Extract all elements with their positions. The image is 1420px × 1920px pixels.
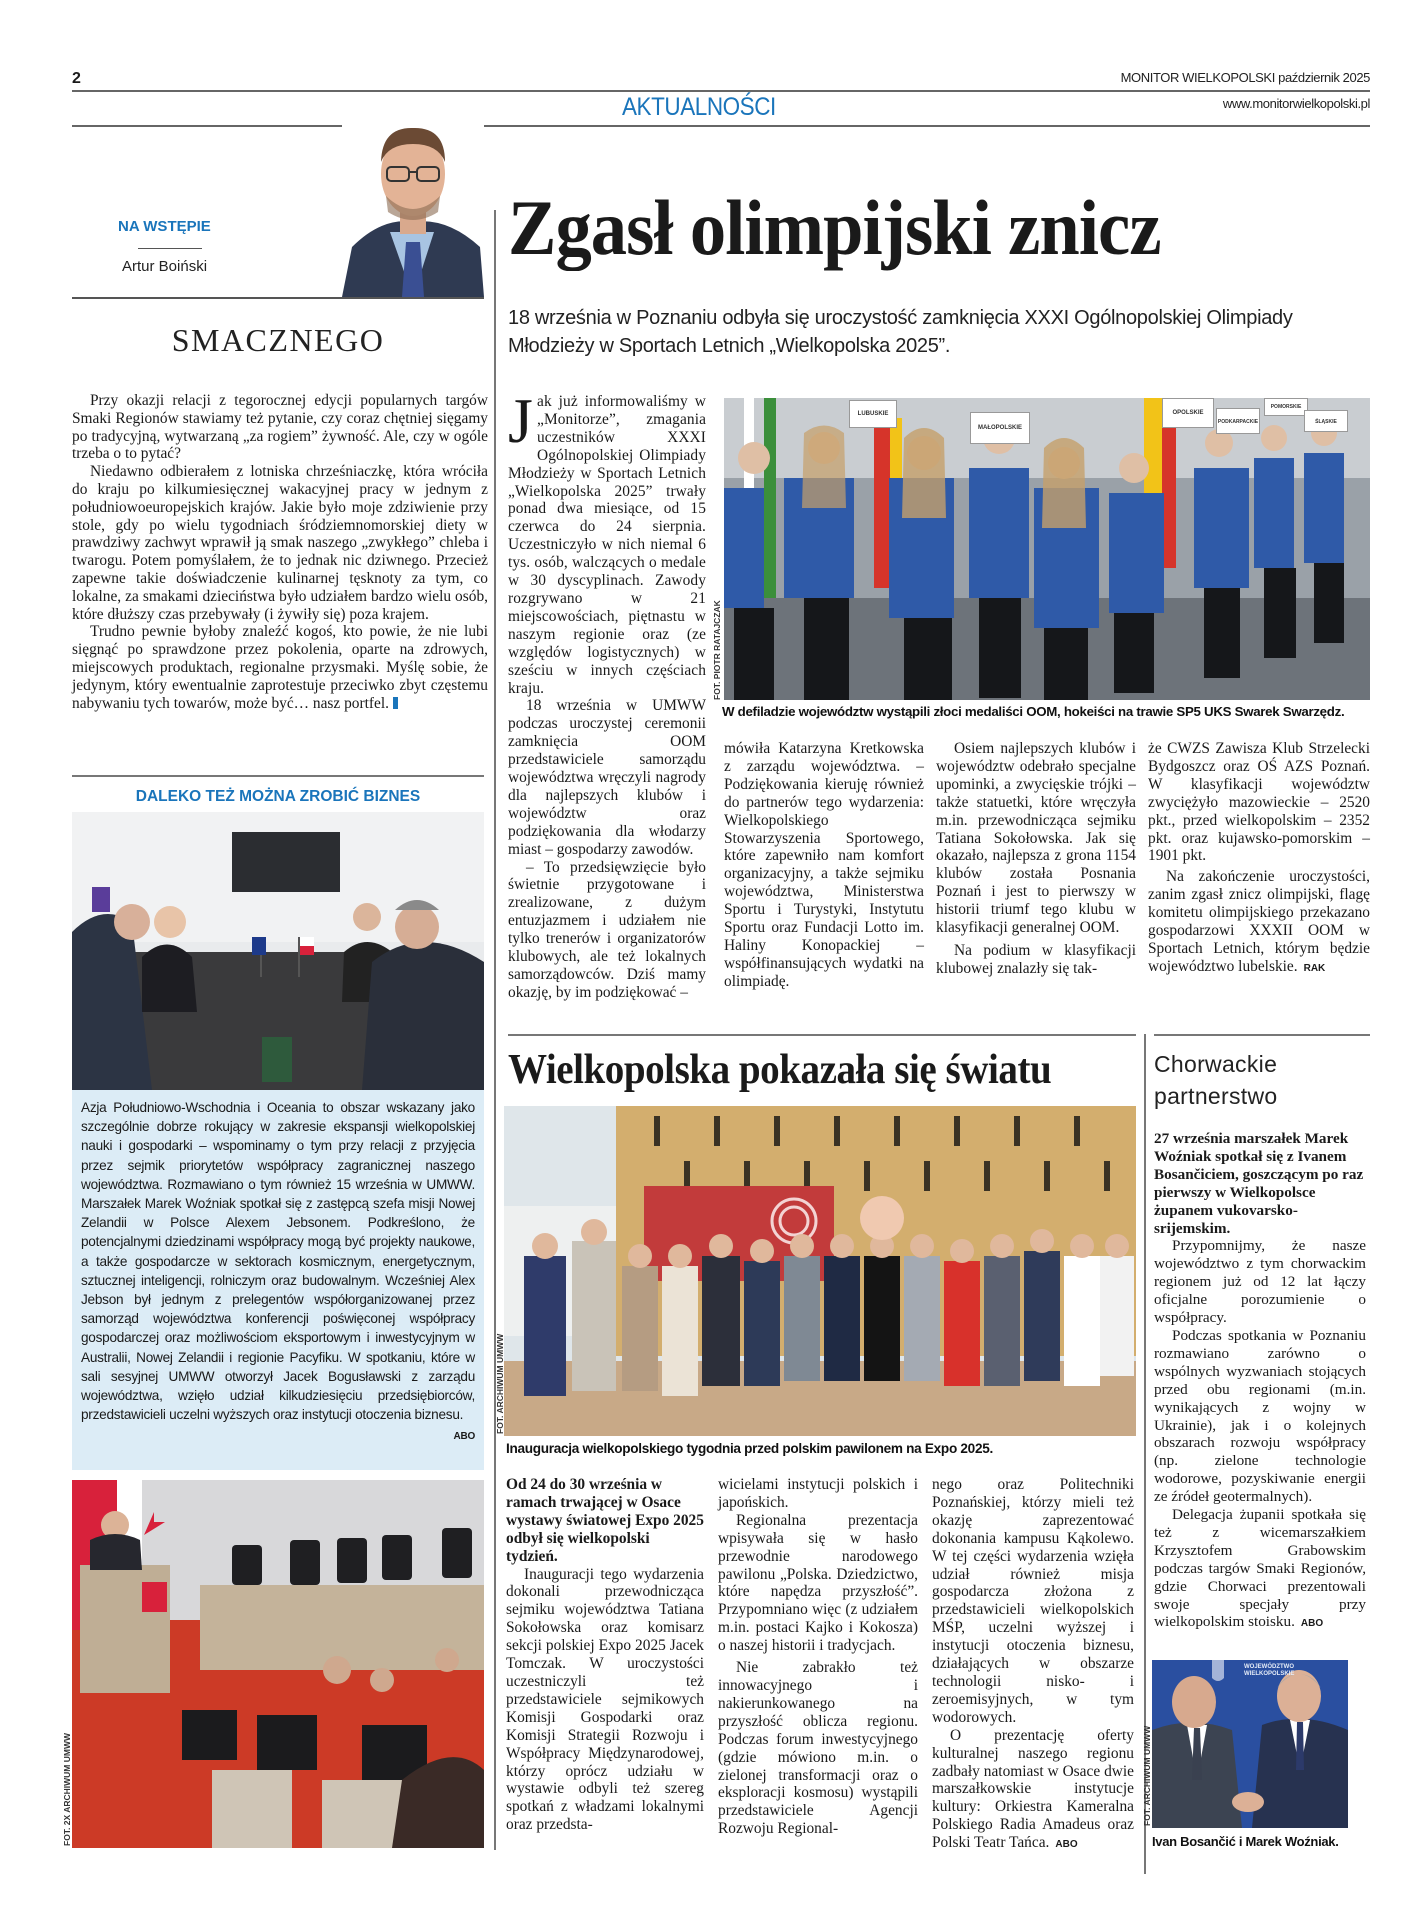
- olympics-lead: 18 września w Poznaniu odbyła się uroczystość zamknięcia XXXI Ogólnopolskiej Olimpiady Młodzieży w Sportach Letnich „Wielkopolska 2025”.: [508, 307, 1293, 357]
- business-meeting-photo: [72, 812, 484, 1090]
- croatia-top-rule: [1154, 1034, 1370, 1036]
- page-number: 2: [72, 70, 81, 87]
- croatia-photo-credit: FOT. ARCHIWUM UMWW: [1142, 1725, 1152, 1826]
- business-top-rule: [72, 775, 484, 777]
- parade-sign: PODKARPACKIE: [1216, 408, 1260, 434]
- croatia-body: [1154, 1130, 1366, 1633]
- expo-lead: Od 24 do 30 września w ramach trwającej w Osace wystawy światowej Expo 2025 odbył się wielkopolski tydzień.: [506, 1476, 704, 1565]
- column-body: [72, 392, 488, 712]
- croatia-caption: Ivan Bosančić i Marek Woźniak.: [1152, 1834, 1339, 1849]
- olympics-column-4: [1148, 740, 1370, 978]
- croatia-lead: 27 września marszałek Marek Woźniak spotkał się z Ivanem Bosančiciem, goszczącym po raz pierwszy w Wielkopolsce żupanem vukovarsko-srijemskim.: [1154, 1130, 1364, 1237]
- olympics-paragraph: Osiem najlepszych klubów i województw odebrało specjalne upominki, a zwycięskie trójki – także statuetki, które wręczyła m.in. przewodnicząca sejmiku Tatiana Sokołowska. Jak się okazało, najlepsza z grona 1154 klubów została Posnania Poznań i jest to pierwszy w historii triumf tego klubu w klasyfikacji generalnej OOM.: [936, 740, 1136, 937]
- olympics-paragraph-text: ak już informowaliśmy w „Monitorze”, zmagania uczestników XXXI Ogólnopolskiej Olimpiady Młodzieży w Sportach Letnich „Wielkopolska 2025” trwały ponad dwa miesiące, od 15 czerwca do 24 sierpnia. Uczestniczyło w nich niemal 6 tys. osób, walczących o medale w 30 dyscyplinach. Zawody rozgrywano w 21 miejscowościach, piętnastu w naszym regionie oraz (ze względów logistycznych) w sześciu w innych częściach kraju.: [508, 393, 706, 697]
- olympics-paragraph: mówiła Katarzyna Kretkowska z zarządu województwa. – Podziękowania kieruję również do partnerów tego wydarzenia: Wielkopolskiego Stowarzyszenia Sportowego, które zapewniło nam komfort organizacyjny, a także sejmiku województwa, Ministerstwa Sportu i Turystyki, Instytutu Sportu oraz Fundacji Lotto im. Haliny Konopackiej – współfinansujących wydatki na olimpiadę.: [724, 740, 924, 990]
- column-paragraph-text: Trudno pewnie byłoby znaleźć kogoś, kto powie, że nie lubi sięgnąć po sprawdzone przez pokolenia, oparte na zdrowych, miejscowych produktach, regionalne przysmaki. Myślę sobie, że jedynym, który ewentualnie zaprotestuje przeciwko zbyt częstemu nabywaniu tych towarów, może być… nasz portfel.: [72, 623, 488, 712]
- column-label: NA WSTĘPIE: [118, 218, 211, 235]
- olympics-paragraph: 18 września w UMWW podczas uroczystej ceremonii zamknięcia OOM przedstawiciele samorządu województwa wręczyli nagrody dla najlepszych klubów i województw oraz podziękowania dla włodarzy miast – gospodarzy zawodów.: [508, 697, 706, 858]
- column-author: Artur Boiński: [122, 258, 208, 275]
- expo-signature: ABO: [1055, 1839, 1078, 1851]
- olympics-paragraph: że CWZS Zawisza Klub Strzelecki Bydgoszcz oraz OŚ AZS Poznań. W klasyfikacji województw zwyciężyło mazowieckie – 2520 pkt., przed wielkopolskim – 2352 pkt. oraz kujawsko-pomorskim – 1901 pkt.: [1148, 740, 1370, 865]
- header-rule: [72, 90, 1370, 92]
- expo-paragraph-text: O prezentację oferty kulturalnej naszego regionu zadbały natomiast w Osace dwie marszałkowskie instytucje kultury: Orkiestra Kameralna Polskiego Radia Amadeus oraz Polski Teatr Tańca.: [932, 1726, 1134, 1852]
- olympics-paragraph: [1148, 868, 1370, 977]
- croatia-handshake-photo: [1152, 1660, 1348, 1828]
- expo-column-1: [506, 1476, 704, 1834]
- section-rule-left: [72, 125, 368, 127]
- croatia-headline-line: Chorwackie: [1154, 1051, 1278, 1077]
- olympics-paragraph: Na podium w klasyfikacji klubowej znalazły się tak-: [936, 941, 1136, 977]
- croatia-photo-banner: WOJEWÓDZTWO WIELKOPOLSKIE: [1244, 1664, 1295, 1677]
- council-photo-credit: FOT. 2X ARCHIWUM UMWW: [62, 1732, 72, 1846]
- website-url: www.monitorwielkopolski.pl: [1222, 96, 1370, 111]
- expo-paragraph: [932, 1727, 1134, 1854]
- parade-sign: LUBUSKIE: [849, 400, 897, 428]
- olympics-paragraph: [508, 385, 706, 697]
- expo-pavilion-photo: [504, 1106, 1136, 1436]
- croatia-signature: ABO: [1300, 1618, 1324, 1630]
- olympics-column-2: [724, 740, 924, 991]
- expo-headline: Wielkopolska pokazała się światu: [508, 1047, 1052, 1093]
- publication-title: MONITOR WIELKOPOLSKI październik 2025: [1120, 70, 1370, 85]
- expo-top-rule: [508, 1034, 1136, 1036]
- croatia-paragraph: Podczas spotkania w Poznaniu rozmawiano zarówno o wspólnych wyzwaniach stojących przed obu regionami (m.in. wynikających z wojny w Ukrainie), jak i o kolejnych obszarach rozwoju współpracy (np. zielone technologie wodorowe, pozyskiwanie energii ze źródeł geotermalnych).: [1154, 1326, 1366, 1506]
- business-text-box: [72, 1090, 484, 1470]
- author-photo: [342, 122, 484, 297]
- olympics-paragraph-text: Na zakończenie uroczystości, zanim zgasł znicz olimpijski, flagę komitetu olimpijskiego przekazano gospodarzowi XXXII OOM w Sportach Letnich, którym będzie województwo lubelskie.: [1148, 868, 1370, 975]
- expo-caption: Inauguracja wielkopolskiego tygodnia przed polskim pawilonem na Expo 2025.: [506, 1441, 993, 1456]
- business-signature: ABO: [453, 1431, 475, 1443]
- end-mark-icon: [393, 697, 398, 709]
- council-session-photo: [72, 1480, 484, 1848]
- olympics-signature: RAK: [1303, 962, 1326, 974]
- parade-caption: W defiladzie województw wystąpili złoci medaliści OOM, hokeiści na trawie SP5 UKS Swarek Swarzędz.: [722, 704, 1345, 719]
- drop-cap: J: [508, 385, 534, 456]
- column-header-rule: [72, 297, 484, 299]
- parade-sign: POMORSKIE: [1264, 398, 1308, 416]
- column-paragraph: [72, 623, 488, 712]
- column-paragraph: Niedawno odbierałem z lotniska chrześniaczkę, która wróciła do kraju po kilkumiesięcznej wakacyjnej pracy w jednym z południowoeuropejskich krajów. Jakie było moje zdziwienie przy stole, gdy po wielu tygodniach śródziemnomorskiej diety w prawdziwy zachwyt wprawił ją smak naszego „zwykłego” chleba i twarogu. Potem pomyślałem, że to jednak nic dziwnego. Przecież zapewne takie doświadczenie kulinarnej tęsknoty za tym, co lokalne, za smakami dzieciństwa było udziałem bardzo wielu osób, które dłuższy czas przebywały (i żywiły się) poza krajem.: [72, 463, 488, 623]
- expo-column-2: [718, 1476, 918, 1838]
- business-text: [81, 1098, 475, 1443]
- olympics-column-3: [936, 740, 1136, 978]
- parade-sign: OPOLSKIE: [1162, 398, 1214, 428]
- column-paragraph: Przy okazji relacji z tegorocznej edycji popularnych targów Smaki Regionów stawiamy też pytanie, czy coraz chętniej sięgamy po tradycyjną, wytwarzaną „za rogiem” żywność. Ale, czy w ogóle trzeba o to pytać?: [72, 392, 488, 463]
- expo-column-3: [932, 1476, 1134, 1854]
- croatia-paragraph: Przypomnijmy, że nasze województwo z tym chorwackim regionem już od 12 lat łączy oficjalne porozumienie o współpracy.: [1154, 1237, 1366, 1327]
- column-label-rule: [138, 248, 202, 249]
- left-column-divider: [494, 210, 496, 1850]
- parade-sign: ŚLĄSKIE: [1304, 410, 1348, 432]
- business-text-content: Azja Południowo-Wschodnia i Oceania to obszar wskazany jako szczególnie dobrze rokujący w zakresie ekspansji wielkopolskiej nauki i gospodarki – wspominamy o tym przy relacji z przyjęcia przez sejmik priorytetów współpracy zagranicznej naszego województwa. Rozmawiano o tym również 15 września w UMWW. Marszałek Marek Woźniak spotkał się z zastępcą szefa misji Nowej Zelandii w Polsce Alexem Jebsonem. Podkreślono, że potencjalnymi dziedzinami współpracy mogą być projekty naukowe, a także gospodarcze w sektorach kosmicznym, energetycznym, sztucznej inteligencji, rolniczym oraz budowalnym. Wcześniej Alex Jebson był jednym z prelegentów współorganizowanej przez samorząd województwa konferencji poświęconej współpracy gospodarczej oraz możliwościom eksportowym i inwestycyjnym w Australii, Nowej Zelandii i regionie Pacyfiku. W spotkaniu, które w sali sesyjnej UMWW otworzył Jacek Bogusławski z zarządu województwa, wzięło udział kilkudziesięciu przedsiębiorców, przedstawicieli uczelni wyższych oraz instytucji otoczenia biznesu.: [81, 1100, 475, 1423]
- section-rule-right: [432, 125, 1370, 127]
- expo-paragraph: Regionalna prezentacja wpisywała się w hasło przewodnie narodowego pawilonu „Polska. Dziedzictwo, które napędza przyszłość”. Przypomniano więc (z udziałem m.in. postaci Kajko i Kokosza) o naszej historii i tradycjach.: [718, 1511, 918, 1655]
- croatia-headline-line: partnerstwo: [1154, 1083, 1278, 1109]
- olympics-parade-photo: [724, 398, 1370, 700]
- croatia-headline: [1154, 1048, 1277, 1112]
- parade-sign: MAŁOPOLSKIE: [970, 412, 1030, 444]
- expo-paragraph: wicielami instytucji polskich i japońskich.: [718, 1476, 918, 1511]
- expo-paragraph: nego oraz Politechniki Poznańskiej, którzy mieli też okazję zaprezentować dokonania kampusu Kąkolewo. W tej części wydarzenia wzięła udział również misja gospodarcza złożona z przedstawicieli wielkopolskich MŚP, uczelni wyższej i instytucji otoczenia biznesu, działających w obszarze technologii nisko- i zeroemisyjnych, w tym wodorowych.: [932, 1476, 1134, 1726]
- olympics-column-1: [508, 385, 706, 1002]
- business-title: DALEKO TEŻ MOŻNA ZROBIĆ BIZNES: [135, 788, 421, 805]
- section-title: AKTUALNOŚCI: [622, 93, 776, 121]
- expo-paragraph: Nie zabrakło też innowacyjnego i nakierunkowanego na przyszłość oblicza regionu. Podczas forum inwestycyjnego (gdzie mówiono m.in. o zielonej transformacji oraz o eksploracji kosmosu) wystąpili przedstawiciele Agencji Rozwoju Regional-: [718, 1659, 918, 1838]
- expo-photo-credit: FOT. ARCHIWUM UMWW: [495, 1333, 505, 1434]
- olympics-paragraph: – To przedsięwzięcie było świetnie przygotowane i zrealizowane, z dużym entuzjazmem i udziałem nie tylko trenerów i organizatorów klubowych, ale też lokalnych samorządowców. Dziś mamy okazję, by im podziękować –: [508, 858, 706, 1001]
- croatia-paragraph: [1154, 1506, 1366, 1633]
- croatia-paragraph-text: Delegacja żupanii spotkała się też z wicemarszałkiem Krzysztofem Grabowskim podczas targów Smaki Regionów, gdzie Chorwaci prezentowali swoje specjały przy wielkopolskim stoisku.: [1154, 1506, 1366, 1631]
- parade-photo-credit: FOT. PIOTR RATAJCZAK: [712, 600, 722, 700]
- column-title: SMACZNEGO: [171, 322, 385, 358]
- expo-paragraph: Inauguracji tego wydarzenia dokonali przewodnicząca sejmiku województwa Tatiana Sokołowska oraz komisarz sekcji polskiej Expo 2025 Jacek Tomczak. W uroczystości uczestniczyli też przedstawiciele sejmikowych Komisji Gospodarki oraz Komisji Strategii Rozwoju i Współpracy Międzynarodowej, którzy oprócz udziału w wystawie odbyli też szereg spotkań z władzami lokalnymi oraz przedsta-: [506, 1565, 704, 1834]
- olympics-headline: Zgasł olimpijski znicz: [508, 184, 1161, 271]
